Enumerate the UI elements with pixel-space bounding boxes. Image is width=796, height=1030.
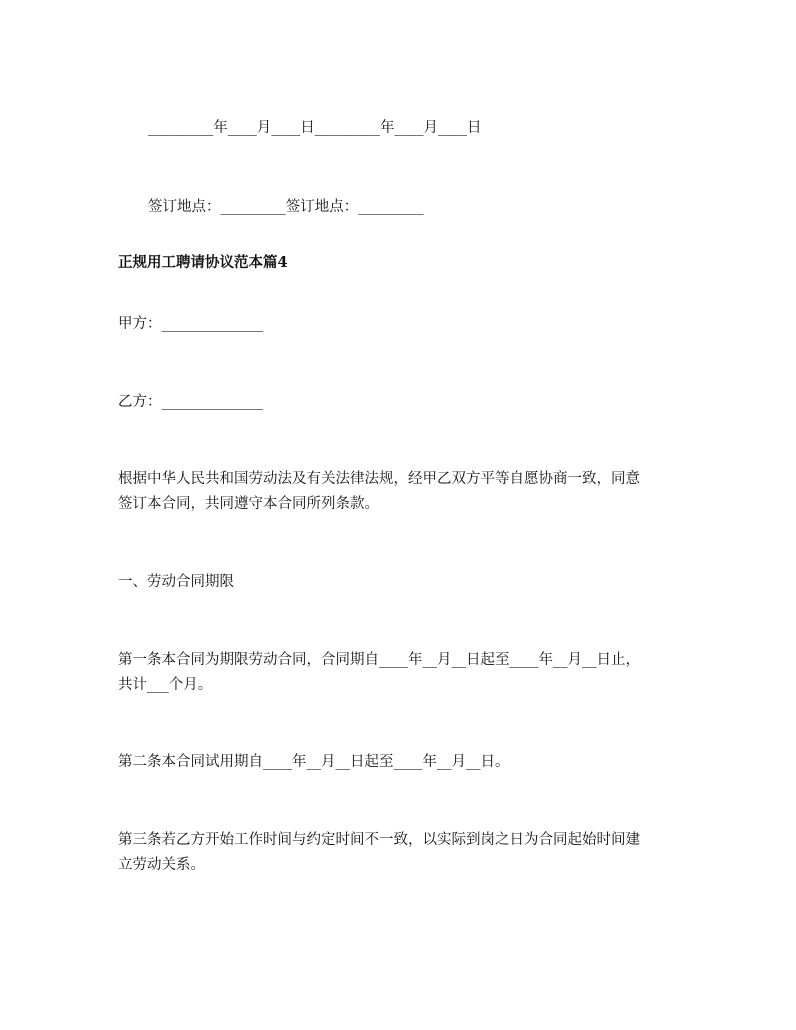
chapter-heading: 一、劳动合同期限 — [118, 574, 234, 590]
article-2: 第二条本合同试用期自____年__月__日起至____年__月__日。 — [118, 754, 510, 770]
article-1-line-1: 第一条本合同为期限劳动合同，合同期自____年__月__日起至____年__月__日止， — [118, 652, 640, 668]
party-a-line: 甲方：______________ — [118, 316, 263, 332]
signing-place-line: 签订地点：_________签订地点：_________ — [148, 199, 424, 215]
preamble-line-1: 根据中华人民共和国劳动法及有关法律法规，经甲乙双方平等自愿协商一致，同意 — [118, 471, 640, 487]
signing-date-line: _________年____月____日_________年____月____日 — [148, 120, 482, 136]
article-3-line-2: 立劳动关系。 — [118, 857, 205, 873]
article-3-line-1: 第三条若乙方开始工作时间与约定时间不一致，以实际到岗之日为合同起始时间建 — [118, 832, 640, 848]
article-1-line-2: 共计___个月。 — [118, 677, 213, 693]
preamble-line-2: 签订本合同，共同遵守本合同所列条款。 — [118, 496, 379, 512]
section-title: 正规用工聘请协议范本篇4 — [118, 254, 288, 271]
party-b-line: 乙方：______________ — [118, 394, 263, 410]
